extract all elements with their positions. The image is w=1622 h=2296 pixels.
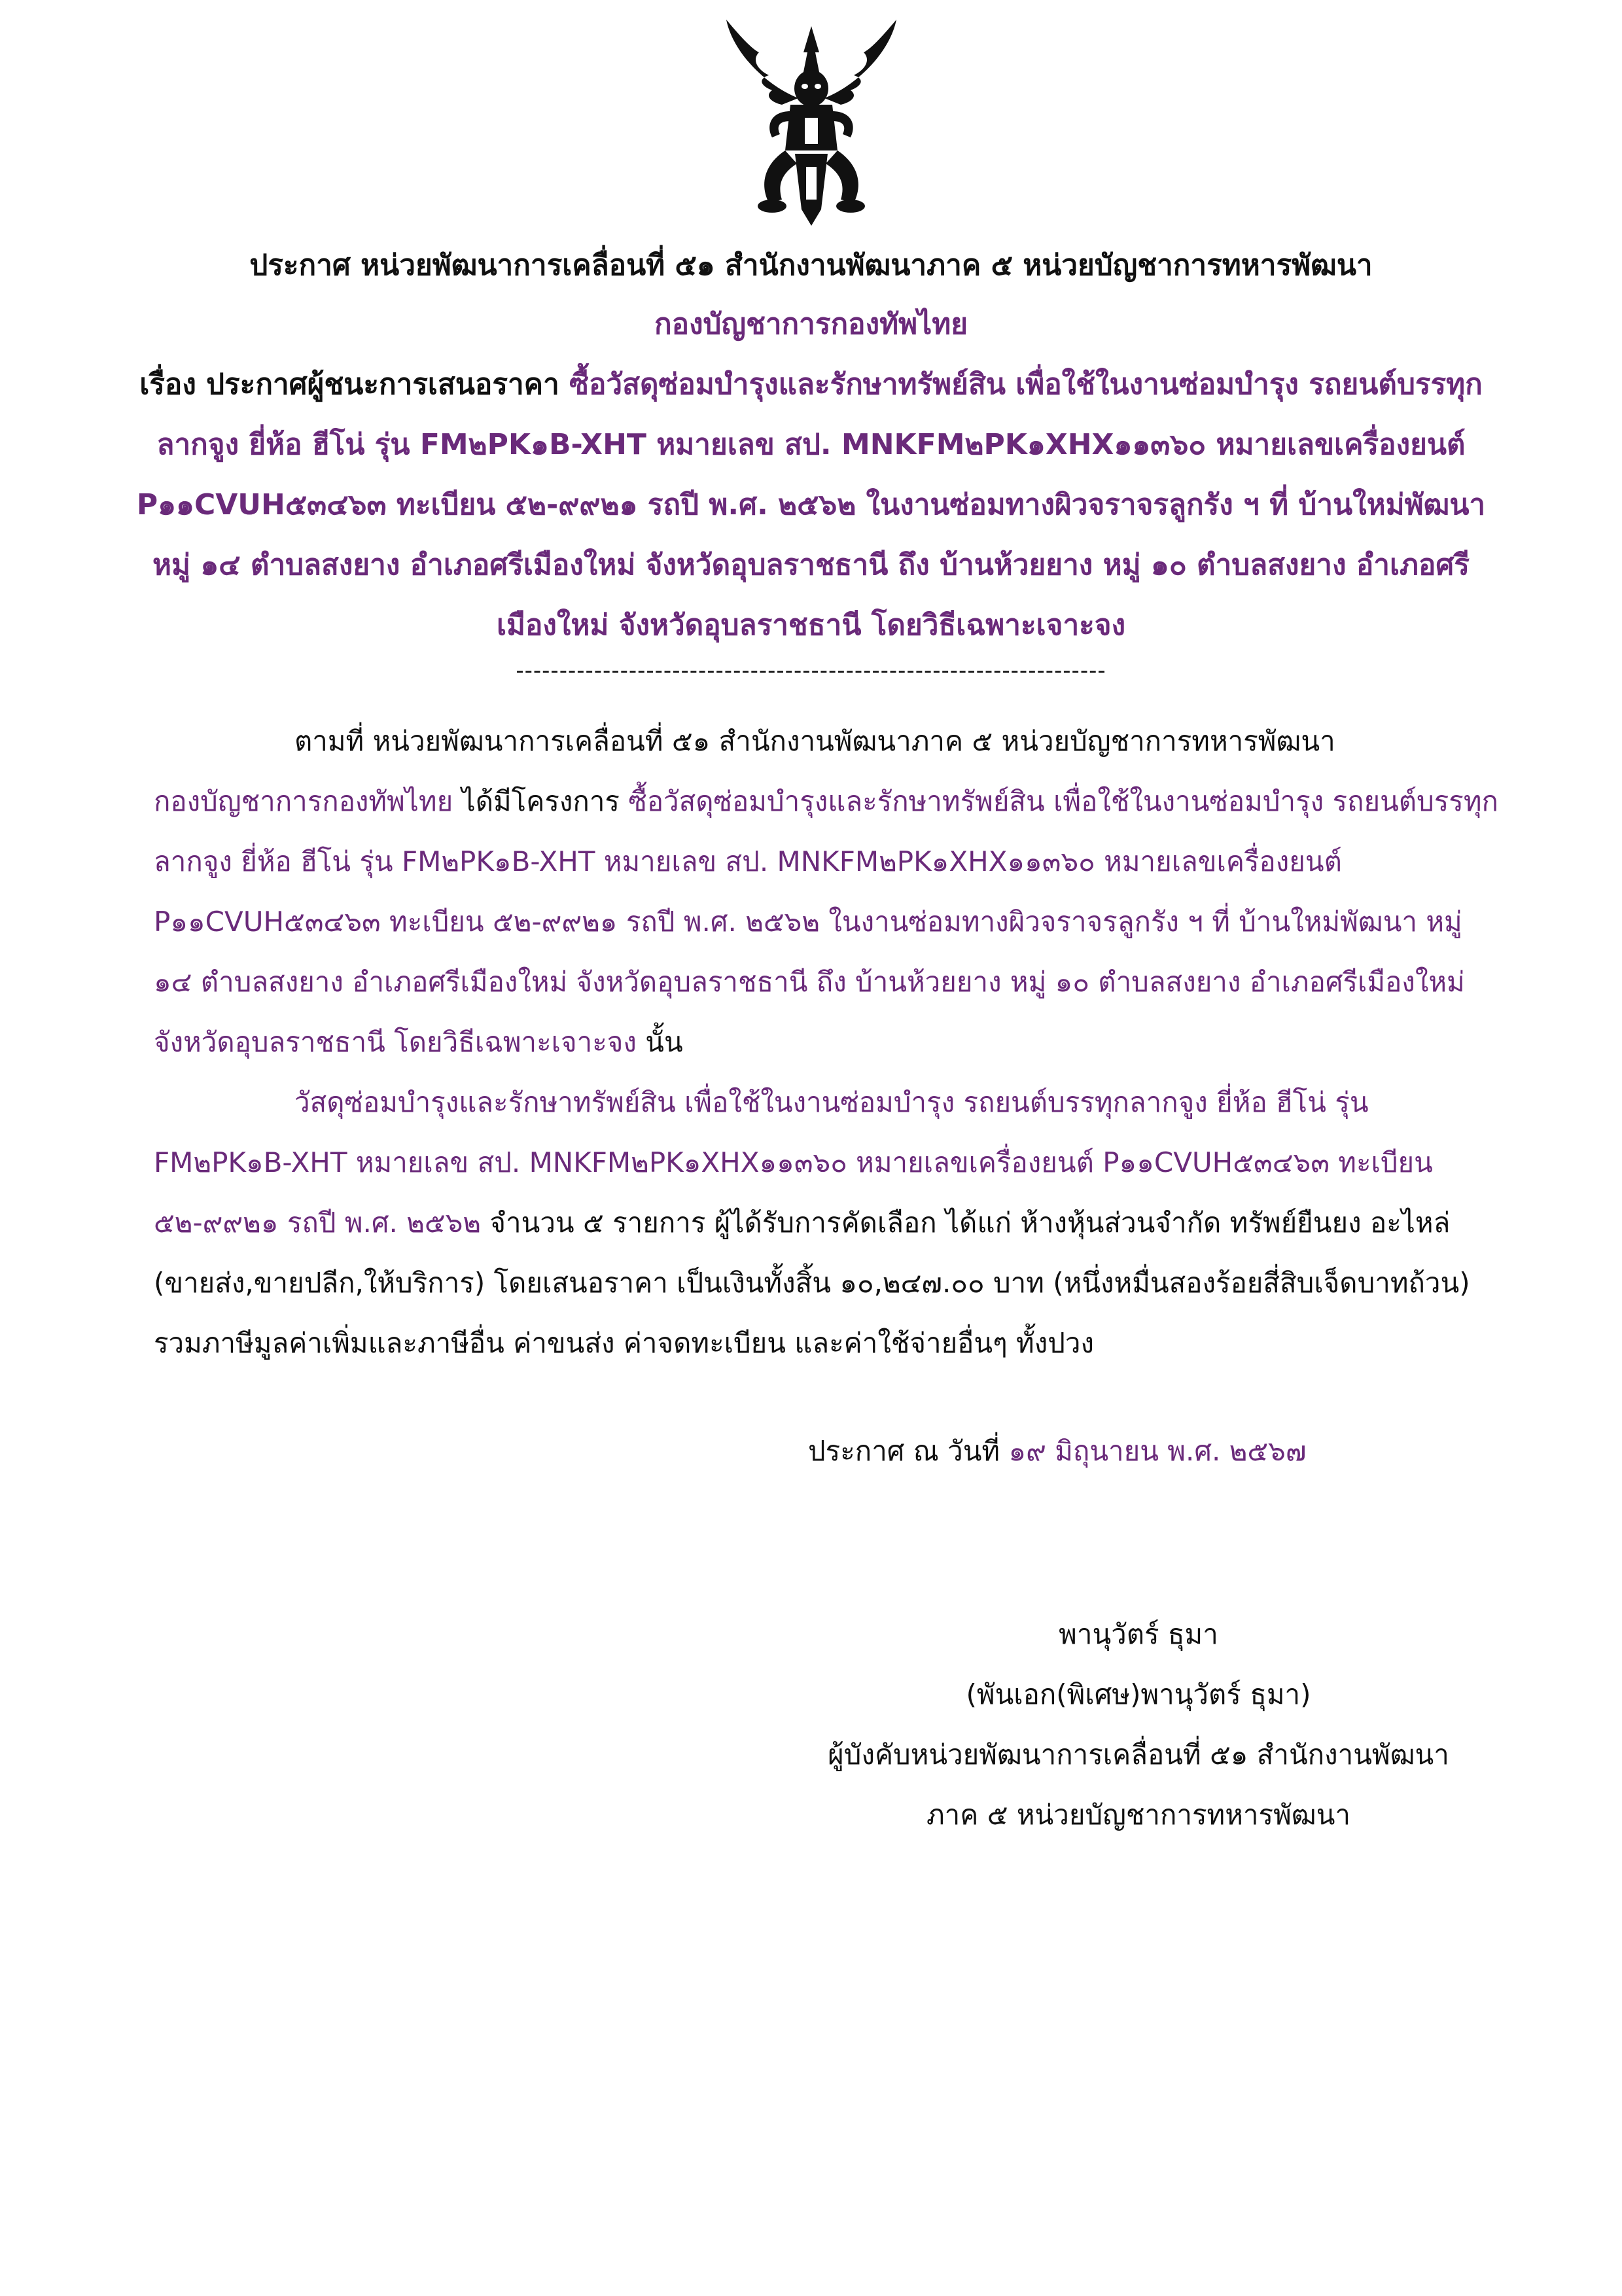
para1-org: กองบัญชาการกองทัพไทย (154, 785, 453, 817)
para1-project-label: ได้มีโครงการ (453, 785, 629, 817)
heading-line-7: เมืองใหม่ จังหวัดอุบลราชธานี โดยวิธีเฉพาะเจาะจง (496, 609, 1126, 642)
date-value: ๑๙ มิถุนายน พ.ศ. ๒๕๖๗ (1008, 1435, 1307, 1467)
garuda-emblem-icon (707, 13, 916, 229)
para2-line-3 (154, 1201, 1450, 1245)
para1-line-5: ๑๔ ตำบลสงยาง อำเภอศรีเมืองใหม่ จังหวัดอุบลราชธานี ถึง บ้านห้วยยาง หมู่ ๑๐ ตำบลสงยาง อำเภอศรีเมืองใหม่ (154, 966, 1465, 998)
para1-line-4: P๑๑CVUH๕๓๔๖๓ ทะเบียน ๕๒-๙๙๒๑ รถปี พ.ศ. ๒๕๖๒ ในงานซ่อมทางผิวจราจรลูกรัง ฯ ที่ บ้านใหม่พัฒนา หมู่ (154, 906, 1462, 938)
para2-line-5: รวมภาษีมูลค่าเพิ่มและภาษีอื่น ค่าขนส่ง ค่าจดทะเบียน และค่าใช้จ่ายอื่นๆ ทั้งปวง (154, 1327, 1094, 1359)
para1-line-3: ลากจูง ยี่ห้อ ฮีโน่ รุ่น FM๒PK๑B-XHT หมายเลข สป. MNKFM๒PK๑XHX๑๑๓๖๐ หมายเลขเครื่องยนต์ (154, 845, 1342, 877)
para2-line-4: (ขายส่ง,ขายปลีก,ให้บริการ) โดยเสนอราคา เป็นเงินทั้งสิ้น ๑๐,๒๔๗.๐๐ บาท (หนึ่งหมื่นสองร้อยสี่สิบเจ็ดบาทถ้วน) (154, 1267, 1470, 1299)
para2-line-2: FM๒PK๑B-XHT หมายเลข สป. MNKFM๒PK๑XHX๑๑๓๖๐ หมายเลขเครื่องยนต์ P๑๑CVUH๕๓๔๖๓ ทะเบียน (154, 1146, 1433, 1178)
subject-text: ซื้อวัสดุซ่อมบำรุงและรักษาทรัพย์สิน เพื่อใช้ในงานซ่อมบำรุง รถยนต์บรรทุก (559, 368, 1483, 401)
para2-winner: จำนวน ๕ รายการ ผู้ได้รับการคัดเลือก ได้แก่ ห้างหุ้นส่วนจำกัด ทรัพย์ยืนยง อะไหล่ (481, 1207, 1451, 1239)
para1-line-2 (154, 780, 1498, 823)
heading-line-4: ลากจูง ยี่ห้อ ฮีโน่ รุ่น FM๒PK๑B-XHT หมายเลข สป. MNKFM๒PK๑XHX๑๑๓๖๐ หมายเลขเครื่องยนต์ (156, 428, 1466, 461)
para1-end: นั้น (636, 1026, 683, 1058)
heading-line-6: หมู่ ๑๔ ตำบลสงยาง อำเภอศรีเมืองใหม่ จังหวัดอุบลราชธานี ถึง บ้านห้วยยาง หมู่ ๑๐ ตำบลสงยาง อำเภอศรี (152, 548, 1470, 582)
para1-line-6 (154, 1021, 683, 1064)
heading-line-5: P๑๑CVUH๕๓๔๖๓ ทะเบียน ๕๒-๙๙๒๑ รถปี พ.ศ. ๒๕๖๒ ในงานซ่อมทางผิวจราจรลูกรัง ฯ ที่ บ้านใหม่พัฒนา (136, 488, 1486, 521)
heading-line-1: ประกาศ หน่วยพัฒนาการเคลื่อนที่ ๕๑ สำนักงานพัฒนาภาค ๕ หน่วยบัญชาการทหารพัฒนา (249, 249, 1373, 282)
para1-line-1: ตามที่ หน่วยพัฒนาการเคลื่อนที่ ๕๑ สำนักงานพัฒนาภาค ๕ หน่วยบัญชาการทหารพัฒนา (294, 725, 1335, 757)
para2-registration: ๕๒-๙๙๒๑ รถปี พ.ศ. ๒๕๖๒ (154, 1207, 482, 1239)
signature-title-1: ผู้บังคับหน่วยพัฒนาการเคลื่อนที่ ๕๑ สำนักงานพัฒนา (828, 1739, 1449, 1771)
signature-name: พานุวัตร์ ธุมา (1059, 1618, 1218, 1650)
signature-full-name: (พันเอก(พิเศษ)พานุวัตร์ ธุมา) (966, 1678, 1311, 1710)
heading-subject (131, 361, 1491, 407)
heading-line-2: กองบัญชาการกองทัพไทย (654, 308, 968, 341)
subject-prefix: เรื่อง ประกาศผู้ชนะการเสนอราคา (139, 368, 559, 401)
date-label: ประกาศ ณ วันที่ (808, 1435, 1009, 1467)
divider: -------------------------------------------------------------------- (516, 658, 1106, 684)
signature-title-2: ภาค ๕ หน่วยบัญชาการทหารพัฒนา (926, 1799, 1350, 1831)
para1-project: ซื้อวัสดุซ่อมบำรุงและรักษาทรัพย์สิน เพื่อใช้ในงานซ่อมบำรุง รถยนต์บรรทุก (628, 785, 1498, 817)
para2-line-1: วัสดุซ่อมบำรุงและรักษาทรัพย์สิน เพื่อใช้ในงานซ่อมบำรุง รถยนต์บรรทุกลากจูง ยี่ห้อ ฮีโน่ รุ่น (294, 1086, 1369, 1118)
para1-method: จังหวัดอุบลราชธานี โดยวิธีเฉพาะเจาะจง (154, 1026, 637, 1058)
announcement-date (808, 1430, 1306, 1473)
